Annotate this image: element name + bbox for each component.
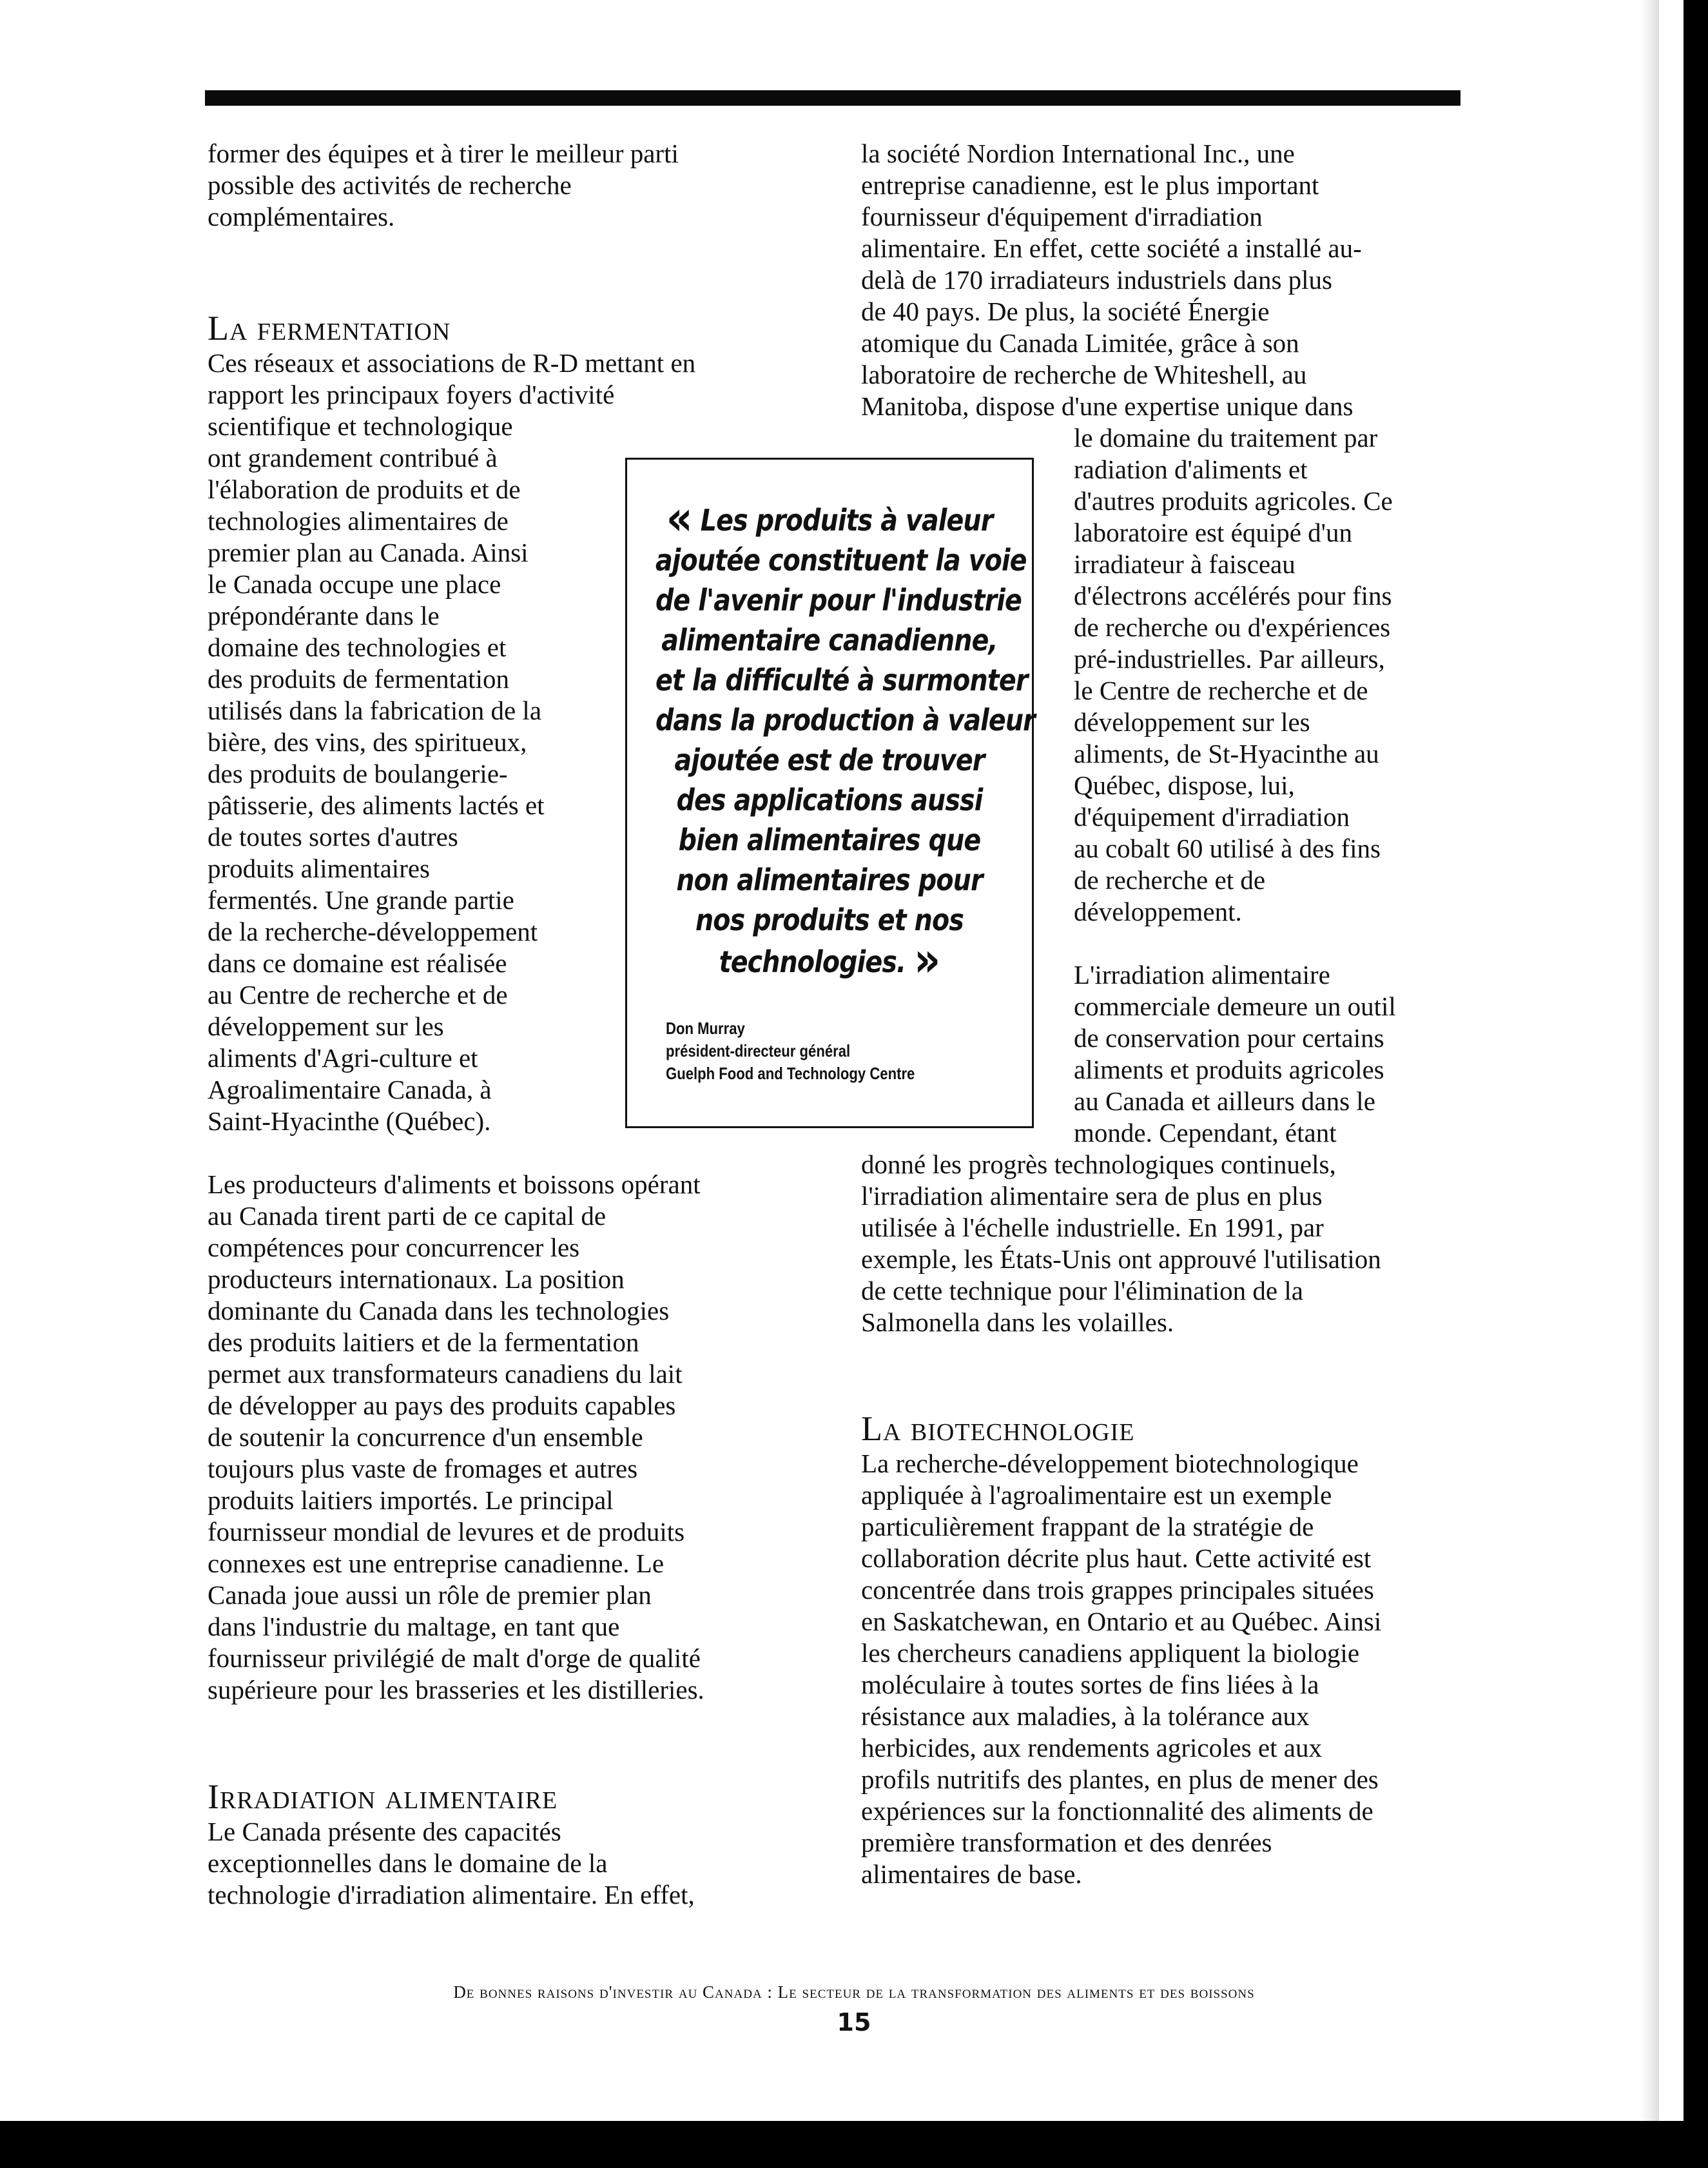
text-line: des produits de boulangerie- [208, 759, 508, 788]
text-line: au cobalt 60 utilisé à des fins [1074, 834, 1381, 863]
text-line: radiation d'aliments et [1074, 454, 1308, 484]
text-line: expériences sur la fonctionnalité des aliments de [861, 1796, 1373, 1826]
text-line: les chercheurs canadiens appliquent la biologie [861, 1638, 1360, 1668]
text-line: de conservation pour certains [1074, 1023, 1384, 1053]
page-edge-shadow [1640, 0, 1659, 2121]
quote-author-organization: Guelph Food and Technology Centre [666, 1064, 915, 1083]
text-line: la société Nordion International Inc., une [861, 139, 1295, 168]
text-line: Agroalimentaire Canada, à [208, 1075, 492, 1104]
top-rule [205, 90, 1461, 106]
text-line: des produits de fermentation [208, 664, 509, 694]
text-line: premier plan au Canada. Ainsi [208, 538, 529, 567]
intro-paragraph [208, 138, 775, 233]
quote-author-role: président-directeur général [666, 1041, 851, 1060]
quote-line: des applications aussi [676, 783, 983, 817]
text-line: utilisés dans la fabrication de la [208, 696, 542, 725]
text-line: au Centre de recherche et de [208, 980, 508, 1010]
quote-attribution [666, 1017, 915, 1085]
text-line: l'irradiation alimentaire sera de plus en plus [861, 1181, 1323, 1211]
text-line: entreprise canadienne, est le plus important [861, 170, 1319, 200]
text-line: Ces réseaux et associations de R-D mettant en [208, 348, 696, 378]
text-line: permet aux transformateurs canadiens du lait [208, 1359, 683, 1389]
text-line: au Canada tirent parti de ce capital de [208, 1201, 607, 1231]
open-quote-mark: « [666, 491, 692, 546]
quote-line: dans la production à valeur [655, 703, 1035, 737]
text-line: producteurs internationaux. La position [208, 1264, 625, 1294]
quote-author: Don Murray [666, 1019, 745, 1038]
text-line: toujours plus vaste de fromages et autres [208, 1454, 638, 1483]
quote-line: alimentaire canadienne, [661, 623, 998, 658]
quote-line [655, 491, 1004, 546]
text-line: pré-industrielles. Par ailleurs, [1074, 644, 1385, 674]
text-line: scientifique et technologique [208, 411, 513, 441]
text-line: résistance aux maladies, à la tolérance aux [861, 1701, 1310, 1731]
pull-quote-text [655, 491, 1035, 988]
text-line: première transformation et des denrées [861, 1828, 1272, 1857]
text-line: aliments d'Agri-culture et [208, 1043, 478, 1073]
text-line: technologie d'irradiation alimentaire. En effet, [208, 1880, 695, 1909]
text-line: aliments et produits agricoles [1074, 1055, 1384, 1084]
text-line: ont grandement contribué à [208, 443, 498, 473]
quote-line [655, 932, 1004, 988]
text-line: d'électrons accélérés pour fins [1074, 581, 1392, 610]
text-line: La recherche-développement biotechnologique [861, 1449, 1359, 1478]
text-line: de la recherche-développement [208, 917, 538, 946]
quote-line-text: technologies. [719, 944, 906, 979]
text-line: développement sur les [1074, 707, 1310, 737]
text-line: le Centre de recherche et de [1074, 676, 1368, 705]
text-line: fournisseur mondial de levures et de produits [208, 1517, 685, 1547]
quote-line: ajoutée constituent la voie [655, 543, 1027, 578]
text-line: L'irradiation alimentaire [1074, 960, 1330, 990]
text-line: de développer au pays des produits capables [208, 1391, 676, 1420]
text-line: possible des activités de recherche [208, 170, 572, 200]
text-line: prépondérante dans le [208, 601, 440, 630]
text-line: de cette technique pour l'élimination de la [861, 1276, 1303, 1305]
section-heading-fermentation: La fermentation [208, 309, 451, 347]
text-line: Canada joue aussi un rôle de premier plan [208, 1580, 652, 1610]
page-number: 15 [837, 2008, 871, 2036]
text-line: de 40 pays. De plus, la société Énergie [861, 297, 1270, 326]
text-line: fermentés. Une grande partie [208, 885, 514, 915]
quote-line: ajoutée est de trouver [674, 743, 985, 777]
text-line: supérieure pour les brasseries et les distilleries. [208, 1675, 704, 1704]
text-line: exemple, les États-Unis ont approuvé l'utilisation [861, 1244, 1381, 1274]
text-line: dominante du Canada dans les technologies [208, 1296, 670, 1325]
text-line: développement sur les [208, 1011, 444, 1041]
text-line: de recherche et de [1074, 865, 1266, 895]
irradiation-paragraph [208, 1816, 775, 1911]
pull-quote-box [625, 458, 1034, 1128]
text-line: d'autres produits agricoles. Ce [1074, 486, 1393, 516]
text-line: utilisée à l'échelle industrielle. En 1991, par [861, 1213, 1324, 1242]
text-line: domaine des technologies et [208, 632, 507, 662]
text-line: fournisseur privilégié de malt d'orge de qualité [208, 1643, 701, 1673]
text-line: Salmonella dans les volailles. [861, 1307, 1174, 1337]
quote-line: de l'avenir pour l'industrie [655, 583, 1022, 618]
text-line: des produits laitiers et de la fermentation [208, 1327, 639, 1357]
text-line: d'équipement d'irradiation [1074, 802, 1350, 832]
footer-running-title: De bonnes raisons d'investir au Canada : Le secteur de la transformation des aliments et des boissons [453, 1982, 1255, 2002]
text-line: alimentaire. En effet, cette société a installé au- [861, 233, 1362, 263]
text-line: de toutes sortes d'autres [208, 822, 458, 852]
text-line: en Saskatchewan, en Ontario et au Québec. Ainsi [861, 1606, 1382, 1636]
text-line: pâtisserie, des aliments lactés et [208, 790, 545, 820]
text-line: appliquée à l'agroalimentaire est un exemple [861, 1480, 1332, 1510]
text-line: aliments, de St-Hyacinthe au [1074, 739, 1379, 768]
producers-paragraph [208, 1169, 775, 1706]
text-line: compétences pour concurrencer les [208, 1233, 580, 1262]
text-line: exceptionnelles dans le domaine de la [208, 1848, 608, 1878]
text-line: au Canada et ailleurs dans le [1074, 1086, 1375, 1116]
text-line: herbicides, aux rendements agricoles et aux [861, 1733, 1322, 1763]
text-line: le Canada occupe une place [208, 569, 501, 599]
section-heading-biotechnology: La biotechnologie [861, 1409, 1135, 1448]
text-line: Le Canada présente des capacités [208, 1817, 561, 1846]
text-line: collaboration décrite plus haut. Cette activité est [861, 1543, 1372, 1573]
text-line: produits alimentaires [208, 854, 430, 883]
text-line: concentrée dans trois grappes principales situées [861, 1575, 1374, 1605]
text-line: particulièrement frappant de la stratégie de [861, 1512, 1314, 1541]
text-line: commerciale demeure un outil [1074, 991, 1396, 1021]
quote-line: et la difficulté à surmonter [655, 663, 1028, 698]
close-quote-mark: » [914, 932, 940, 988]
text-line: laboratoire est équipé d'un [1074, 518, 1353, 547]
text-line: fournisseur d'équipement d'irradiation [861, 202, 1263, 231]
text-line: le domaine du traitement par [1074, 423, 1378, 453]
text-line: produits laitiers importés. Le principal [208, 1485, 614, 1515]
quote-line: nos produits et nos [695, 903, 964, 937]
text-line: l'élaboration de produits et de [208, 474, 521, 504]
text-line: former des équipes et à tirer le meilleur parti [208, 139, 679, 168]
text-line: connexes est une entreprise canadienne. Le [208, 1548, 665, 1578]
text-line: laboratoire de recherche de Whiteshell, au [861, 360, 1307, 389]
quote-line: bien alimentaires que [678, 823, 981, 857]
text-line: dans ce domaine est réalisée [208, 948, 507, 978]
text-line: Saint-Hyacinthe (Québec). [208, 1106, 491, 1136]
quote-line-text: Les produits à valeur [700, 503, 993, 538]
text-line: dans l'industrie du maltage, en tant que [208, 1612, 620, 1641]
text-line: technologies alimentaires de [208, 506, 509, 536]
biotech-paragraph [861, 1448, 1473, 1890]
text-line: irradiateur à faisceau [1074, 549, 1296, 579]
text-line: bière, des vins, des spiritueux, [208, 727, 527, 757]
text-line: atomique du Canada Limitée, grâce à son [861, 328, 1299, 358]
text-line: monde. Cependant, étant [1074, 1118, 1337, 1147]
text-line: Les producteurs d'aliments et boissons opérant [208, 1169, 701, 1199]
text-line: profils nutritifs des plantes, en plus de mener des [861, 1764, 1379, 1794]
section-heading-irradiation: Irradiation alimentaire [208, 1777, 558, 1816]
text-line: donné les progrès technologiques continuels, [861, 1149, 1336, 1179]
text-line: Manitoba, dispose d'une expertise unique dans [861, 391, 1354, 421]
text-line: développement. [1074, 897, 1242, 926]
quote-line: non alimentaires pour [676, 863, 983, 897]
text-line: Québec, dispose, lui, [1074, 770, 1295, 800]
text-line: delà de 170 irradiateurs industriels dans plus [861, 265, 1332, 295]
text-line: alimentaires de base. [861, 1859, 1082, 1889]
text-line: rapport les principaux foyers d'activité [208, 380, 615, 409]
text-line: complémentaires. [208, 202, 395, 231]
text-line: de recherche ou d'expériences [1074, 612, 1391, 642]
text-line: moléculaire à toutes sortes de fins liées à la [861, 1670, 1319, 1699]
text-line: de soutenir la concurrence d'un ensemble [208, 1422, 643, 1452]
